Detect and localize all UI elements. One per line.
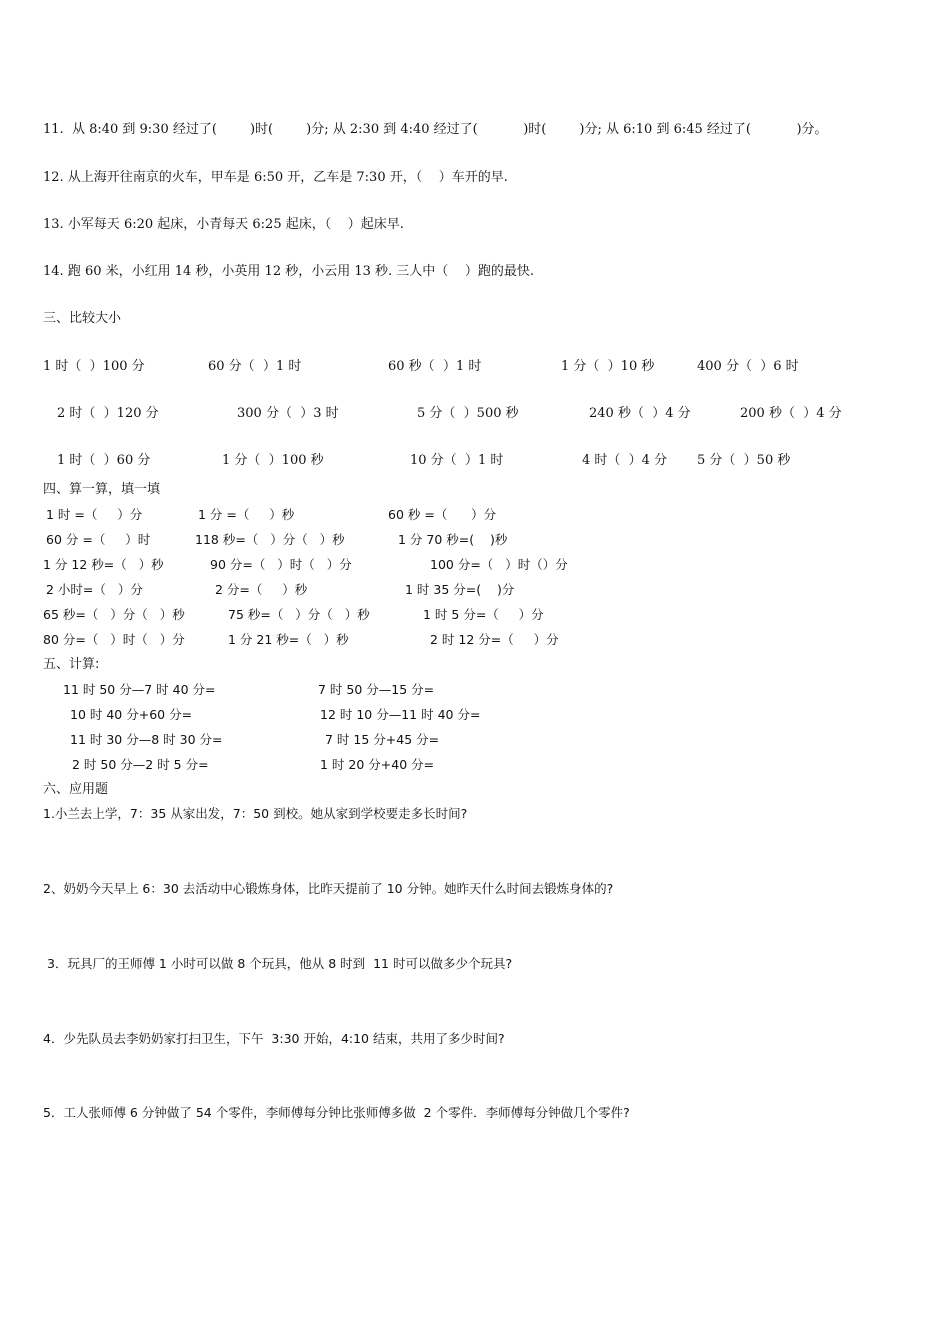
compare-item: 2 时（ ）120 分: [57, 406, 159, 421]
calc-fill-item: 2 时 12 分=（ ）分: [430, 632, 559, 647]
calc-fill-item: 100 分=（ ）时（）分: [430, 557, 568, 572]
applied-question-5: 5．工人张师傅 6 分钟做了 54 个零件，李师傅每分钟比张师傅多做 2 个零件．李师傅每分钟做几个零件?: [43, 1105, 630, 1120]
question-11: 11. 从 8:40 到 9:30 经过了( )时( )分; 从 2:30 到 4:40 经过了( )时( )分; 从 6:10 到 6:45 经过了( )分。: [43, 122, 828, 137]
compute-item: 10 时 40 分+60 分=: [70, 707, 193, 722]
compare-item: 1 时（ ）100 分: [43, 359, 145, 374]
compare-item: 1 时（ ）60 分: [57, 453, 151, 468]
section-compute-heading: 五、计算:: [43, 657, 100, 672]
section-compare-heading: 三、比较大小: [43, 311, 122, 326]
compute-item: 7 时 15 分+45 分=: [325, 732, 440, 747]
applied-question-1: 1.小兰去上学，7：35 从家出发，7：50 到校。她从家到学校要走多长时间?: [43, 806, 468, 821]
compare-item: 400 分（ ）6 时: [697, 359, 799, 374]
calc-fill-item: 2 小时=（ ）分: [46, 582, 143, 597]
question-12: 12. 从上海开往南京的火车，甲车是 6:50 开，乙车是 7:30 开，（ ）车开的早.: [43, 170, 508, 185]
applied-question-3: 3．玩具厂的王师傅 1 小时可以做 8 个玩具，他从 8 时到 11 时可以做多少个玩具?: [47, 956, 513, 971]
compare-item: 240 秒（ ）4 分: [589, 406, 691, 421]
compare-item: 10 分（ ）1 时: [410, 453, 504, 468]
compare-item: 1 分（ ）100 秒: [222, 453, 324, 468]
compare-item: 5 分（ ）500 秒: [417, 406, 519, 421]
calc-fill-item: 1 分 21 秒=（ ）秒: [228, 632, 349, 647]
section-applied-heading: 六、应用题: [43, 782, 109, 797]
calc-fill-item: 1 时 35 分=( )分: [405, 582, 515, 597]
compute-item: 11 时 50 分—7 时 40 分=: [63, 682, 216, 697]
compare-item: 200 秒（ ）4 分: [740, 406, 842, 421]
calc-fill-item: 1 分 70 秒=( )秒: [398, 532, 508, 547]
calc-fill-item: 75 秒=（ ）分（ ）秒: [228, 607, 370, 622]
applied-question-4: 4．少先队员去李奶奶家打扫卫生，下午 3:30 开始，4:10 结束，共用了多少时间?: [43, 1031, 505, 1046]
compute-item: 11 时 30 分—8 时 30 分=: [70, 732, 223, 747]
compare-item: 1 分（ ）10 秒: [561, 359, 655, 374]
calc-fill-item: 60 分 =（ ）时: [46, 532, 151, 547]
compare-item: 4 时（ ）4 分: [582, 453, 668, 468]
section-calc-fill-heading: 四、算一算，填一填: [43, 482, 161, 497]
compute-item: 1 时 20 分+40 分=: [320, 757, 435, 772]
calc-fill-item: 80 分=（ ）时（ ）分: [43, 632, 185, 647]
compute-item: 2 时 50 分—2 时 5 分=: [72, 757, 209, 772]
calc-fill-item: 65 秒=（ ）分（ ）秒: [43, 607, 185, 622]
calc-fill-item: 118 秒=（ ）分（ ）秒: [195, 532, 345, 547]
question-14: 14. 跑 60 米，小红用 14 秒，小英用 12 秒，小云用 13 秒. 三人中（ ）跑的最快.: [43, 264, 534, 279]
calc-fill-item: 90 分=（ ）时（ ）分: [210, 557, 352, 572]
applied-question-2: 2、奶奶今天早上 6：30 去活动中心锻炼身体，比昨天提前了 10 分钟。她昨天什么时间去锻炼身体的?: [43, 881, 614, 896]
calc-fill-item: 60 秒 =（ ）分: [388, 507, 497, 522]
question-13: 13. 小军每天 6:20 起床，小青每天 6:25 起床，（ ）起床早.: [43, 217, 404, 232]
calc-fill-item: 1 分 =（ ）秒: [198, 507, 295, 522]
compare-item: 60 秒（ ）1 时: [388, 359, 482, 374]
compare-item: 60 分（ ）1 时: [208, 359, 302, 374]
compare-item: 300 分（ ）3 时: [237, 406, 339, 421]
compute-item: 7 时 50 分—15 分=: [318, 682, 435, 697]
calc-fill-item: 1 时 =（ ）分: [46, 507, 143, 522]
calc-fill-item: 2 分=（ ）秒: [215, 582, 308, 597]
calc-fill-item: 1 时 5 分=（ ）分: [423, 607, 544, 622]
compare-item: 5 分（ ）50 秒: [697, 453, 791, 468]
compute-item: 12 时 10 分—11 时 40 分=: [320, 707, 481, 722]
calc-fill-item: 1 分 12 秒=（ ）秒: [43, 557, 164, 572]
